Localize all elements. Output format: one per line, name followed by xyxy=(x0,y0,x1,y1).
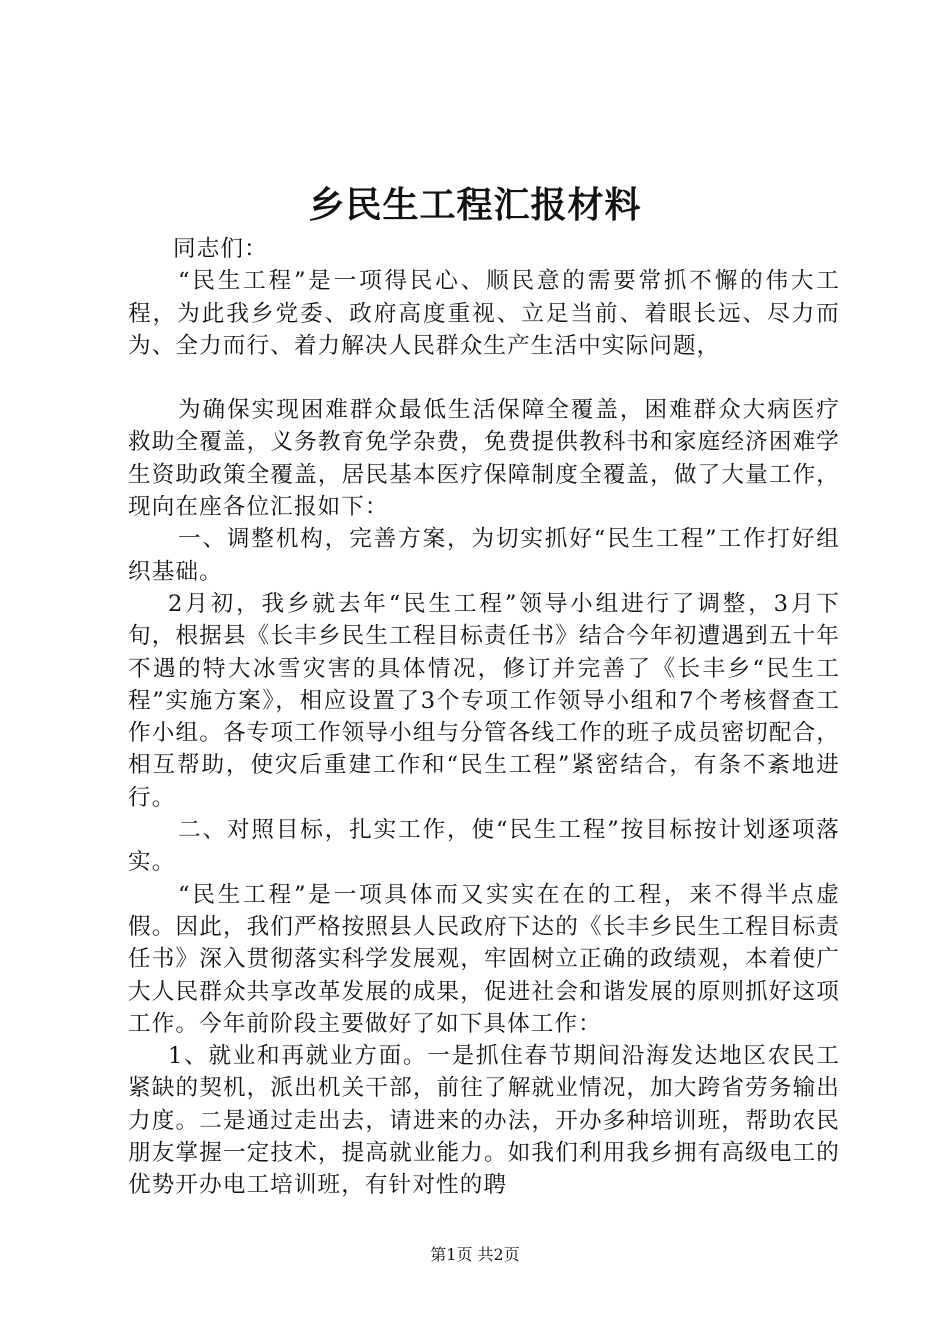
section-heading-2: 二、对照目标，扎实工作，使“民生工程”按目标按计划逐项落实。 xyxy=(128,817,840,876)
salutation: 同志们： xyxy=(173,236,268,262)
paragraph-intro: “民生工程”是一项得民心、顺民意的需要常抓不懈的伟大工程，为此我乡党委、政府高度重视、立足当前、着眼长远、尽力而为、全力而行、着力解决人民群众生产生活中实际问题， xyxy=(128,268,840,359)
paragraph-goals: 为确保实现困难群众最低生活保障全覆盖，困难群众大病医疗救助全覆盖，义务教育免学杂费，免费提供教科书和家庭经济困难学生资助政策全覆盖，居民基本医疗保障制度全覆盖，做了大量工作，现向在座各位汇报如下： xyxy=(128,397,840,521)
document-body xyxy=(128,233,840,1202)
section-heading-1: 一、调整机构，完善方案，为切实抓好“民生工程”工作打好组织基础。 xyxy=(128,526,840,585)
page-number: 第1页 共2页 xyxy=(430,1245,520,1264)
document-title: 乡民生工程汇报材料 xyxy=(308,184,642,226)
paragraph-implementation: “民生工程”是一项具体而又实实在在的工程，来不得半点虚假。因此，我们严格按照县人民政府下达的《长丰乡民生工程目标责任书》深入贯彻落实科学发展观，牢固树立正确的政绩观，本着使广大人民群众共享改革发展的成果，促进社会和谐发展的原则抓好这项工作。今年前阶段主要做好了如下具体工作： xyxy=(128,881,840,1037)
paragraph-organization: 2月初，我乡就去年“民生工程”领导小组进行了调整，3月下旬，根据县《长丰乡民生工程目标责任书》结合今年初遭遇到五十年不遇的特大冰雪灾害的具体情况，修订并完善了《长丰乡“民生工程”实施方案》，相应设置了3个专项工作领导小组和7个考核督查工作小组。各专项工作领导小组与分管各线工作的班子成员密切配合，相互帮助，使灾后重建工作和“民生工程”紧密结合，有条不紊地进行。 xyxy=(128,590,840,811)
blank-line xyxy=(128,362,840,394)
paragraph-employment: 1、就业和再就业方面。一是抓住春节期间沿海发达地区农民工紧缺的契机，派出机关干部，前往了解就业情况，加大跨省劳务输出力度。二是通过走出去，请进来的办法，开办多种培训班，帮助农民朋友掌握一定技术，提高就业能力。如我们利用我乡拥有高级电工的优势开办电工培训班，有针对性的聘 xyxy=(128,1043,840,1199)
